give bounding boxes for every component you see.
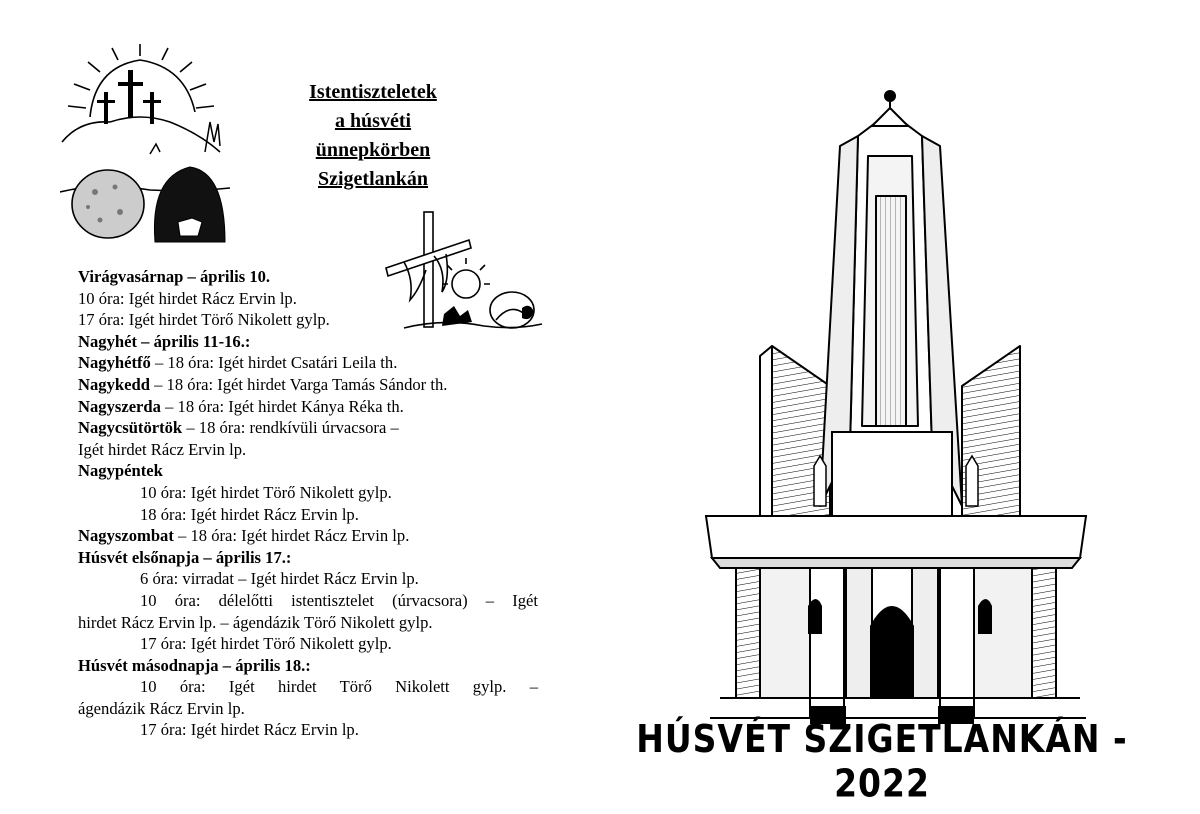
- schedule-line: 10 óra: Igét hirdet Törő Nikolett gylp. –: [140, 677, 538, 697]
- schedule-line: 17 óra: Igét hirdet Rácz Ervin lp.: [140, 720, 359, 740]
- footer-title: HÚSVÉT SZIGETLANKÁN - 2022: [636, 716, 1128, 806]
- schedule-line: Igét hirdet Rácz Ervin lp.: [78, 439, 247, 459]
- service-schedule: [78, 266, 538, 741]
- schedule-line: 17 óra: Igét hirdet Törő Nikolett gylp.: [140, 634, 392, 654]
- church-tower-illustration: [700, 86, 1092, 728]
- schedule-line: ágendázik Rácz Ervin lp.: [78, 698, 245, 718]
- schedule-line: 18 óra: Igét hirdet Rácz Ervin lp.: [140, 504, 359, 524]
- schedule-line: 10 óra: délelőtti istentisztelet (úrvacsora) – Igét: [140, 590, 538, 610]
- page-title: [268, 78, 478, 194]
- calvary-tomb-illustration: [60, 42, 235, 247]
- schedule-line: Nagypéntek: [78, 461, 163, 481]
- schedule-line: 10 óra: Igét hirdet Rácz Ervin lp.: [78, 288, 297, 308]
- schedule-line: Nagycsütörtök – 18 óra: rendkívüli úrvacsora –: [78, 418, 399, 438]
- schedule-line: Nagyszombat – 18 óra: Igét hirdet Rácz Ervin lp.: [78, 526, 410, 546]
- schedule-line: hirdet Rácz Ervin lp. – ágendázik Törő Nikolett gylp.: [78, 612, 433, 632]
- schedule-line: 10 óra: Igét hirdet Törő Nikolett gylp.: [140, 482, 392, 502]
- schedule-line: Nagyszerda – 18 óra: Igét hirdet Kánya Réka th.: [78, 396, 404, 416]
- schedule-line: 6 óra: virradat – Igét hirdet Rácz Ervin lp.: [140, 569, 419, 589]
- title-line: Istentiszteletek: [309, 81, 437, 103]
- title-line: Szigetlankán: [317, 168, 429, 190]
- schedule-line: Nagyhét – április 11-16.:: [78, 331, 251, 351]
- schedule-line: Virágvasárnap – április 10.: [78, 267, 271, 286]
- schedule-line: 17 óra: Igét hirdet Törő Nikolett gylp.: [78, 310, 330, 330]
- title-line: a húsvéti: [334, 110, 412, 132]
- schedule-line: Nagyhétfő – 18 óra: Igét hirdet Csatári Leila th.: [78, 353, 398, 373]
- schedule-line: Húsvét elsőnapja – április 17.:: [78, 547, 292, 567]
- schedule-line: Húsvét másodnapja – április 18.:: [78, 655, 311, 675]
- schedule-line: Nagykedd – 18 óra: Igét hirdet Varga Tamás Sándor th.: [78, 374, 448, 394]
- title-line: ünnepkörben: [315, 139, 431, 161]
